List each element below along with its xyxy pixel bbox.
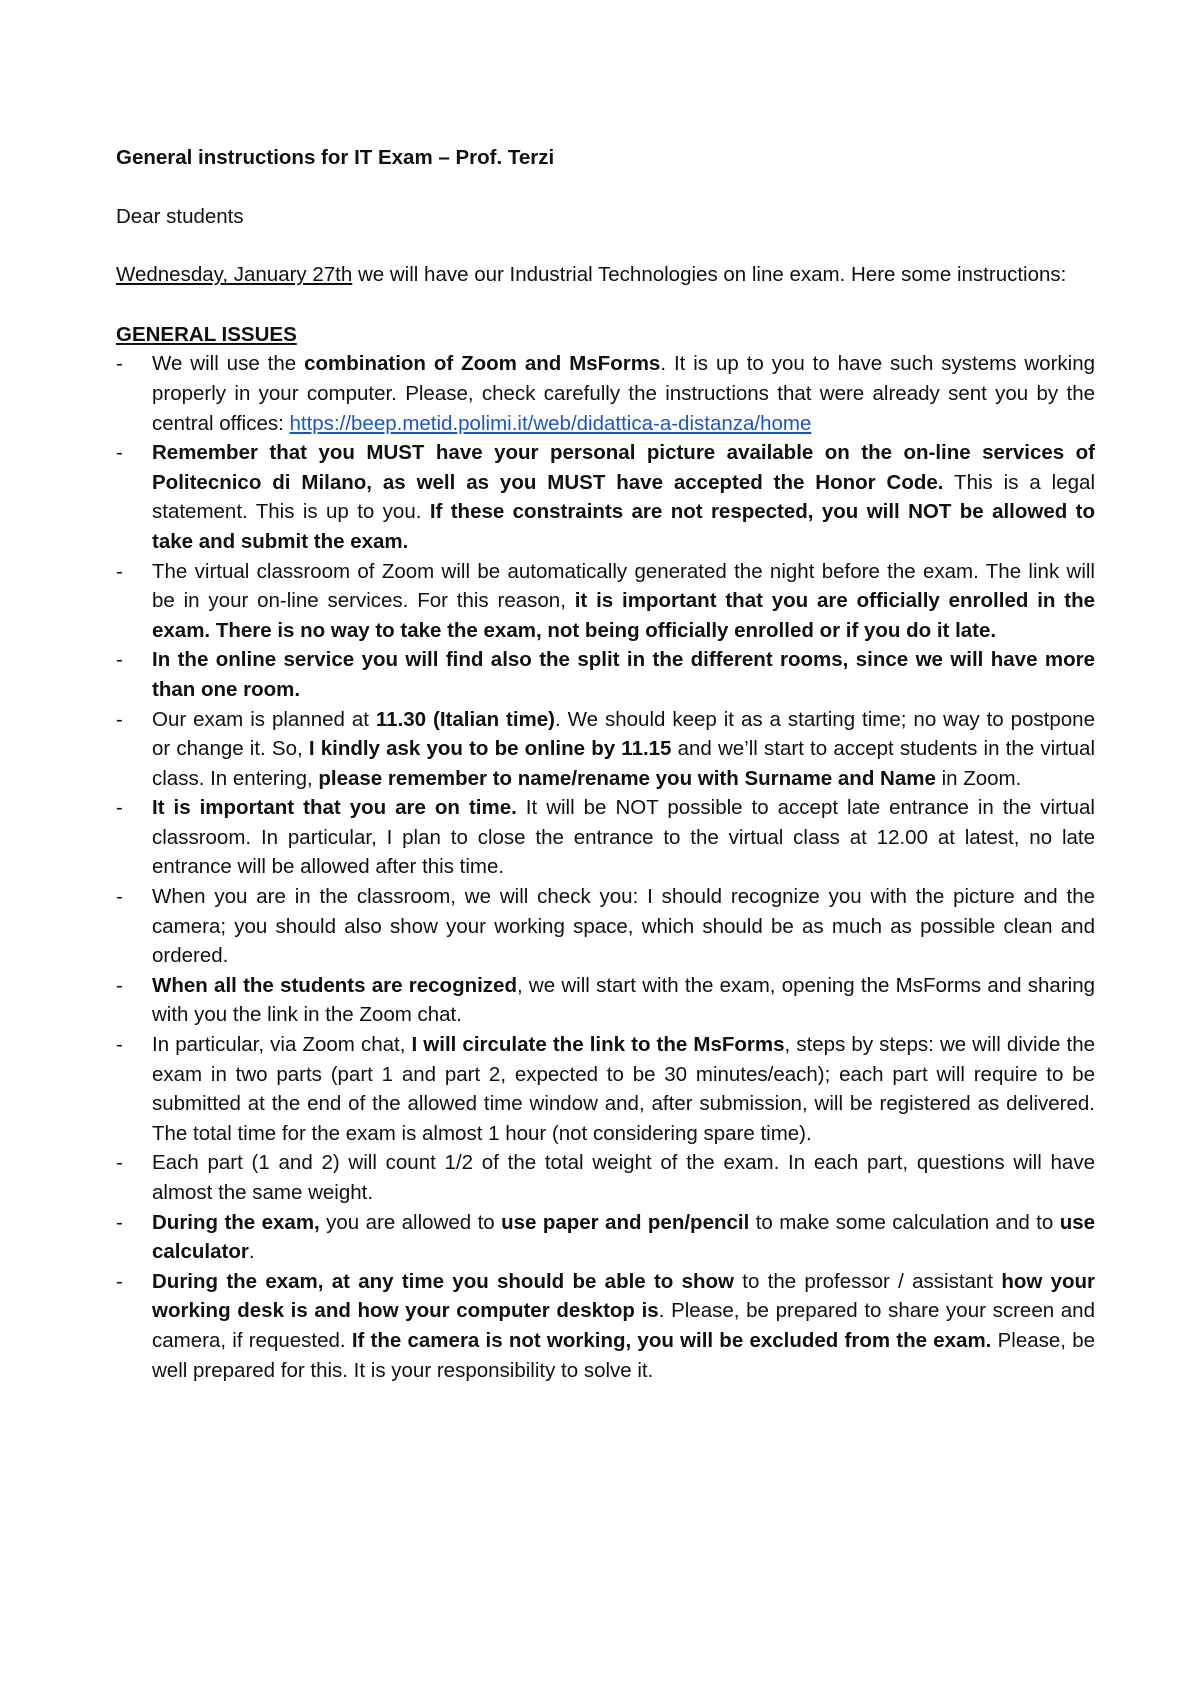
bullet-dash: -: [116, 973, 123, 997]
exam-date: Wednesday, January 27th: [116, 263, 353, 287]
item-text: Our exam is planned at: [152, 707, 376, 731]
list-item: [116, 438, 1095, 556]
bold-text: 11.30 (Italian time): [375, 707, 556, 731]
offices-link[interactable]: https://beep.metid.polimi.it/web/didattica-a-distanza/home: [289, 411, 812, 435]
intro-paragraph: [116, 260, 1095, 290]
bold-text: it is important that you are officially enrolled in the exam. There is no way to take the exam, not being officially enrolled or if you do it late.: [152, 589, 1095, 642]
item-text: to the professor / assistant: [734, 1269, 1002, 1293]
list-item: [116, 1267, 1095, 1385]
document-title: General instructions for IT Exam – Prof. Terzi: [116, 146, 555, 169]
section-title: GENERAL ISSUES: [116, 322, 297, 346]
list-item: [116, 705, 1095, 794]
list-item: [116, 645, 1095, 704]
bold-text: use paper and pen/pencil: [501, 1210, 750, 1234]
item-text: The virtual classroom of Zoom will be automatically generated the night before the exam. The link will be in your on-line services. For this reason,: [152, 559, 1095, 613]
bold-text: During the exam, at any time you should be able to show: [152, 1269, 734, 1293]
bold-text: If these constraints are not respected, you will NOT be allowed to take and submit the exam.: [152, 500, 1095, 553]
item-text: . It is up to you to have such systems working properly in your computer. Please, check carefully the instructions that were already sent you by the central offices:: [152, 352, 1096, 435]
bold-text: use calculator: [152, 1210, 1096, 1264]
bold-text: combination of Zoom and MsForms: [304, 352, 661, 376]
greeting: Dear students: [116, 204, 244, 228]
bullet-dash: -: [116, 1151, 123, 1175]
bold-text: I will circulate the link to the MsForms: [411, 1033, 785, 1057]
list-item: [116, 557, 1095, 646]
bullet-dash: -: [116, 796, 123, 820]
bullet-dash: -: [116, 648, 123, 672]
item-text: In particular, via Zoom chat,: [152, 1033, 412, 1057]
bold-text: Remember that you MUST have your personal picture available on the on-line services of Politecnico di Milano, as well as you MUST have accepted the Honor Code.: [152, 441, 1095, 494]
bullet-dash: -: [116, 1033, 123, 1057]
bold-text: During the exam,: [152, 1210, 320, 1234]
item-text: you are allowed to: [319, 1210, 502, 1234]
item-text: We will use the: [152, 352, 305, 376]
item-text: When you are in the classroom, we will check you: I should recognize you with the picture and the camera; you should also show your working space, which should be as much as possible clean and ordered.: [152, 885, 1095, 968]
document-body: [116, 143, 1095, 1385]
bullet-dash: -: [116, 559, 123, 583]
item-text: . Please, be prepared to share your screen and camera, if requested.: [152, 1299, 1095, 1352]
bold-text: please remember to name/rename you with Surname and Name: [318, 766, 936, 790]
bullet-dash: -: [116, 707, 123, 731]
bold-text: I kindly ask you to be online by 11.15: [308, 737, 672, 761]
bold-text: how your working desk is and how your computer desktop is: [152, 1269, 1096, 1323]
list-item: [116, 1148, 1095, 1207]
instruction-list: [116, 349, 1095, 1385]
item-text: Please, be well prepared for this. It is your responsibility to solve it.: [152, 1328, 1095, 1382]
bold-text: If the camera is not working, you will be excluded from the exam.: [351, 1328, 992, 1352]
item-text: . We should keep it as a starting time; no way to postpone or change it. So,: [152, 707, 1095, 761]
list-item: [116, 793, 1095, 882]
bold-text: It is important that you are on time.: [152, 796, 517, 820]
item-text: .: [248, 1240, 255, 1264]
list-item: [116, 971, 1095, 1030]
list-item: [116, 1208, 1095, 1267]
item-text: , we will start with the exam, opening the MsForms and sharing with you the link in the Zoom chat.: [152, 973, 1096, 1027]
item-text: , steps by steps: we will divide the exam in two parts (part 1 and part 2, expected to be 30 minutes/each); each part will require to be submitted at the end of the allowed time window and, after submission, will be registered as delivered. The total time for the exam is almost 1 hour (not considering spare time).: [152, 1033, 1095, 1145]
item-text: and we’ll start to accept students in the virtual class. In entering,: [152, 737, 1095, 790]
list-item: [116, 349, 1095, 438]
bullet-dash: -: [116, 1210, 123, 1234]
item-text: Each part (1 and 2) will count 1/2 of the total weight of the exam. In each part, questions will have almost the same weight.: [152, 1151, 1095, 1204]
bold-text: When all the students are recognized: [152, 973, 517, 997]
item-text: It will be NOT possible to accept late entrance in the virtual classroom. In particular, I plan to close the entrance to the virtual class at 12.00 at latest, no late entrance will be allowed after this time.: [152, 796, 1095, 879]
bullet-dash: -: [116, 441, 123, 465]
item-text: This is a legal statement. This is up to you.: [152, 470, 1095, 524]
bullet-dash: -: [116, 885, 123, 909]
list-item: [116, 882, 1095, 971]
bullet-dash: -: [116, 352, 123, 376]
intro-text: we will have our Industrial Technologies on line exam. Here some instructions:: [352, 263, 1067, 287]
item-text: to make some calculation and to: [749, 1210, 1060, 1234]
list-item: [116, 1030, 1095, 1148]
item-text: in Zoom.: [935, 766, 1022, 790]
bold-text: In the online service you will find also the split in the different rooms, since we will have more than one room.: [152, 648, 1095, 701]
bullet-dash: -: [116, 1269, 123, 1293]
